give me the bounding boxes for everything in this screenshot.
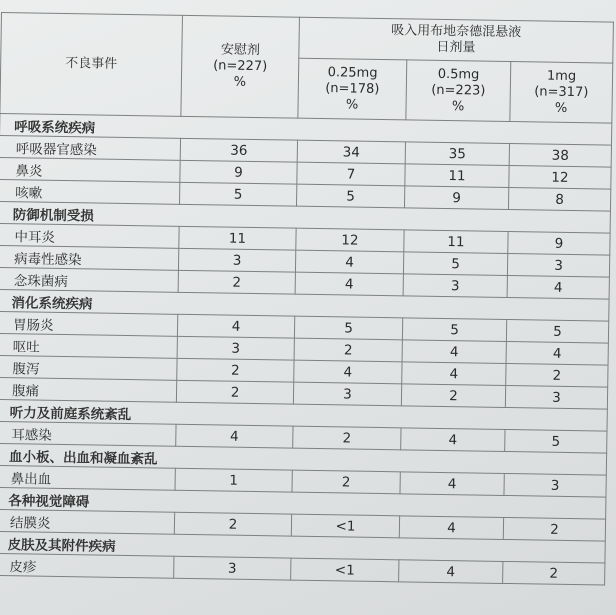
header-group-subtitle: 日剂量 bbox=[436, 40, 476, 56]
value-cell: 5 bbox=[505, 429, 607, 453]
event-label: 腹泻 bbox=[0, 355, 177, 380]
header-dose-025 bbox=[298, 59, 407, 120]
value-cell: 2 bbox=[506, 363, 608, 387]
event-label: 皮疹 bbox=[0, 553, 174, 578]
value-cell: 4 bbox=[295, 272, 403, 296]
category-label: 防御机制受损 bbox=[0, 201, 610, 233]
value-cell: 11 bbox=[405, 164, 509, 188]
value-cell: 2 bbox=[174, 512, 291, 536]
header-event bbox=[0, 13, 182, 117]
value-cell: 4 bbox=[402, 362, 506, 386]
dose-unit: % bbox=[451, 98, 465, 114]
value-cell: 5 bbox=[402, 318, 506, 342]
value-cell: 2 bbox=[292, 470, 400, 494]
value-cell: 4 bbox=[176, 424, 293, 448]
value-cell: 36 bbox=[180, 138, 297, 162]
value-cell: 12 bbox=[509, 166, 611, 190]
value-cell: 2 bbox=[293, 426, 401, 450]
value-cell: 2 bbox=[177, 358, 294, 382]
category-label: 血小板、出血和凝血紊乱 bbox=[0, 443, 607, 475]
dose-unit: % bbox=[554, 100, 568, 116]
value-cell: 3 bbox=[177, 336, 294, 360]
value-cell: 9 bbox=[180, 160, 297, 184]
value-cell: 5 bbox=[294, 316, 402, 340]
event-label: 呼吸器官感染 bbox=[0, 135, 181, 160]
header-placebo-name: 安慰剂 bbox=[220, 42, 261, 59]
header-placebo bbox=[181, 15, 300, 118]
value-cell: 3 bbox=[504, 473, 606, 497]
value-cell: 4 bbox=[506, 341, 608, 365]
category-label: 消化系统疾病 bbox=[0, 289, 609, 321]
event-label: 中耳炎 bbox=[0, 223, 179, 248]
value-cell: 4 bbox=[507, 275, 609, 299]
value-cell: 4 bbox=[402, 340, 506, 364]
value-cell: 4 bbox=[295, 250, 403, 274]
value-cell: 2 bbox=[178, 270, 295, 294]
category-label: 各种视觉障碍 bbox=[0, 487, 606, 519]
value-cell: 7 bbox=[297, 162, 405, 186]
event-label: 结膜炎 bbox=[0, 509, 175, 534]
value-cell: 2 bbox=[176, 380, 293, 404]
header-budesonide-group bbox=[299, 17, 614, 63]
dose-unit: % bbox=[345, 97, 359, 113]
value-cell: 5 bbox=[180, 182, 297, 206]
value-cell: 9 bbox=[404, 186, 508, 210]
value-cell: 4 bbox=[294, 360, 402, 384]
value-cell: 5 bbox=[403, 252, 507, 276]
header-dose-05 bbox=[406, 60, 511, 121]
header-event-label: 不良事件 bbox=[65, 56, 118, 72]
event-label: 病毒性感染 bbox=[0, 245, 179, 270]
dose-n: (n=178) bbox=[325, 80, 380, 97]
value-cell: 5 bbox=[296, 184, 404, 208]
value-cell: 4 bbox=[399, 516, 503, 540]
dose-label: 0.25mg bbox=[327, 64, 378, 81]
value-cell: 1 bbox=[175, 468, 292, 492]
event-label: 呕吐 bbox=[0, 333, 177, 358]
event-label: 耳感染 bbox=[0, 421, 176, 446]
event-label: 腹痛 bbox=[0, 377, 177, 402]
header-group-title: 吸入用布地奈德混悬液 bbox=[391, 23, 522, 41]
value-cell: 38 bbox=[509, 144, 611, 168]
value-cell: <1 bbox=[291, 514, 399, 538]
value-cell: 4 bbox=[401, 428, 505, 452]
dose-label: 1mg bbox=[546, 68, 577, 84]
event-label: 咳嗽 bbox=[0, 179, 180, 204]
value-cell: 4 bbox=[400, 472, 504, 496]
table-header bbox=[0, 13, 613, 124]
value-cell: 8 bbox=[508, 187, 610, 211]
dose-n: (n=317) bbox=[534, 84, 589, 100]
category-label: 听力及前庭系统紊乱 bbox=[0, 399, 607, 431]
value-cell: 3 bbox=[505, 385, 607, 409]
event-label: 念珠菌病 bbox=[0, 267, 178, 292]
value-cell: 3 bbox=[403, 274, 507, 298]
value-cell: 3 bbox=[293, 382, 401, 406]
value-cell: 2 bbox=[294, 338, 402, 362]
value-cell: 3 bbox=[174, 556, 291, 580]
category-label: 皮肤及其附件疾病 bbox=[0, 531, 605, 563]
value-cell: 2 bbox=[401, 384, 505, 408]
value-cell: 5 bbox=[506, 319, 608, 343]
value-cell: 34 bbox=[297, 140, 405, 164]
value-cell: 35 bbox=[405, 142, 509, 166]
value-cell: 3 bbox=[507, 253, 609, 277]
value-cell: 2 bbox=[503, 517, 605, 541]
dose-n: (n=223) bbox=[431, 82, 486, 99]
value-cell: 11 bbox=[179, 226, 296, 250]
header-placebo-n: (n=227) bbox=[213, 58, 268, 75]
value-cell: 2 bbox=[503, 561, 605, 585]
value-cell: 12 bbox=[296, 228, 404, 252]
value-cell: 11 bbox=[404, 230, 508, 254]
value-cell: <1 bbox=[291, 558, 399, 582]
value-cell: 4 bbox=[177, 314, 294, 338]
value-cell: 4 bbox=[399, 560, 503, 584]
category-label: 呼吸系统疾病 bbox=[0, 113, 612, 145]
value-cell: 3 bbox=[178, 248, 295, 272]
event-label: 鼻出血 bbox=[0, 465, 175, 490]
event-label: 胃肠炎 bbox=[0, 311, 178, 336]
value-cell: 9 bbox=[508, 231, 610, 255]
header-dose-1 bbox=[510, 62, 613, 123]
adverse-events-table bbox=[0, 12, 614, 586]
table-body bbox=[0, 113, 612, 585]
header-placebo-unit: % bbox=[233, 74, 247, 90]
event-label: 鼻炎 bbox=[0, 157, 180, 182]
dose-label: 0.5mg bbox=[437, 66, 480, 83]
